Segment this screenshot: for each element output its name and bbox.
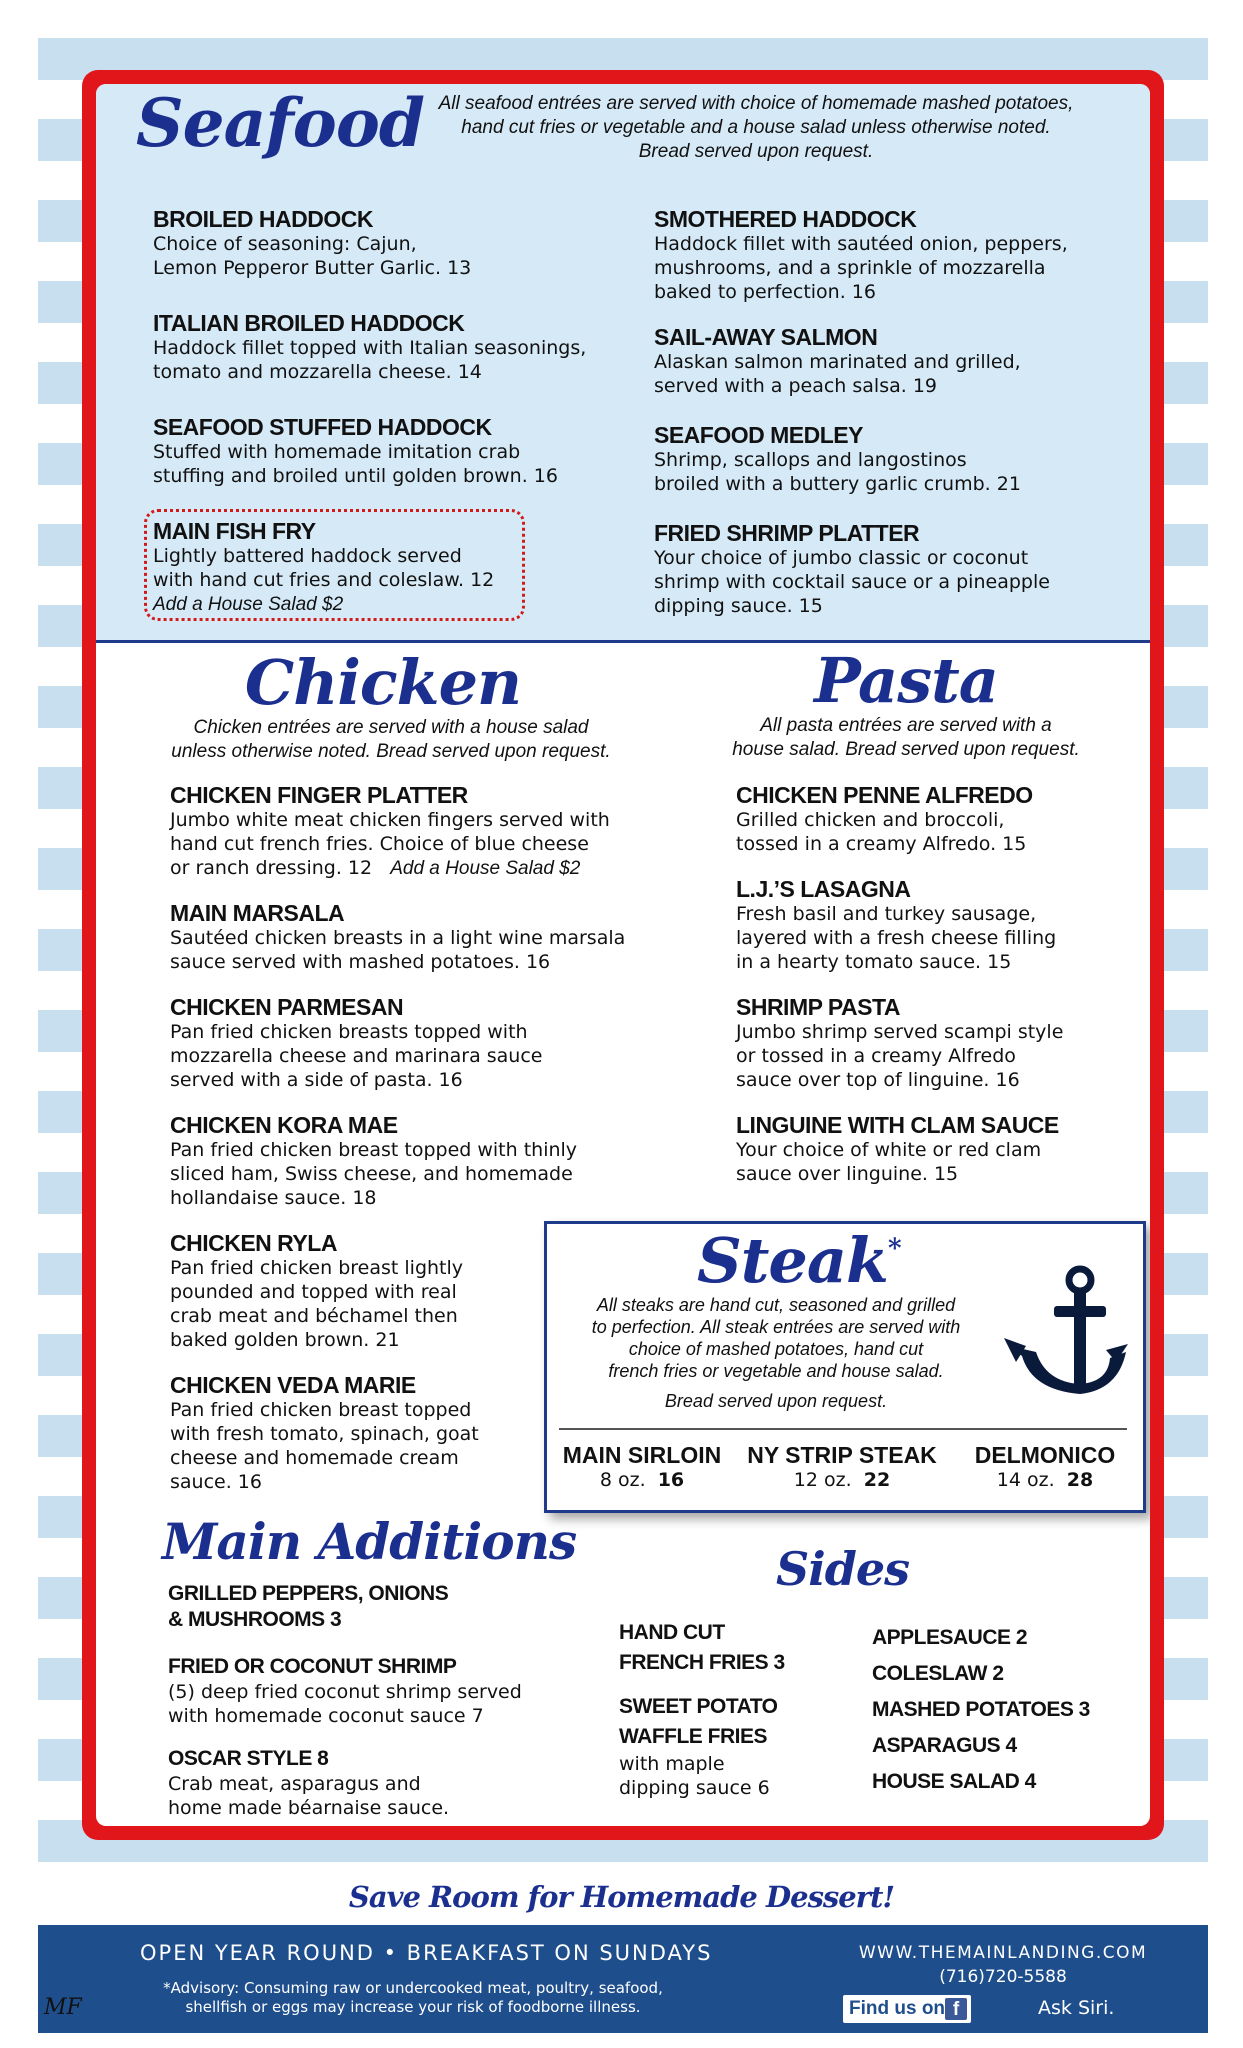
menu-item: FRIED SHRIMP PLATTER Your choice of jumbo classic or coconut shrimp with cocktail sauce or a pineapple dipping sauce. 15 [654,520,1050,617]
menu-item: CHICKEN FINGER PLATTER Jumbo white meat chicken fingers served with hand cut french fries. Choice of blue cheese or ranch dressing. 12 Add a House Salad $2 [170,782,610,879]
sides-list [872,1620,1090,1800]
menu-item: CHICKEN RYLA Pan fried chicken breast lightly pounded and topped with real crab meat and béchamel then baked golden brown. 21 [170,1230,464,1351]
seafood-title: Seafood [136,84,425,162]
steak-note: All steaks are hand cut, seasoned and grilled to perfection. All steak entrées are served with choice of mashed potatoes, hand cut french fries or vegetable and house salad. Bread served upon request. [591,1295,961,1411]
menu-item: SEAFOOD STUFFED HADDOCK Stuffed with homemade imitation crab stuffing and broiled until golden brown. 16 [153,414,558,487]
website-link[interactable]: WWW.THEMAINLANDING.COM [858,1943,1148,1963]
menu-item: MAIN FISH FRY Lightly battered haddock served with hand cut fries and coleslaw. 12 Add a House Salad $2 [153,518,495,615]
menu-item: BROILED HADDOCK Choice of seasoning: Cajun, Lemon Pepperor Butter Garlic. 13 [153,206,472,279]
menu-item: FRIED OR COCONUT SHRIMP (5) deep fried coconut shrimp served with homemade coconut sauce 7 [168,1655,522,1727]
facebook-button[interactable]: Find us on f [843,1995,971,2023]
menu-panel [96,84,1150,1826]
steak-title: Steak* [697,1224,901,1297]
designer-mark: MF [44,1995,82,2020]
menu-item: HAND CUT FRENCH FRIES 3 [619,1621,785,1674]
side-item: APPLESAUCE 2 [872,1626,1028,1649]
menu-item: SMOTHERED HADDOCK Haddock fillet with sautéed onion, peppers, mushrooms, and a sprinkle of mozzarella baked to perfection. 16 [654,206,1068,303]
pasta-note: All pasta entrées are served with a house salad. Bread served upon request. [732,715,1080,760]
hours-text: OPEN YEAR ROUND • BREAKFAST ON SUNDAYS [140,1941,713,1965]
menu-item: CHICKEN PENNE ALFREDO Grilled chicken and broccoli, tossed in a creamy Alfredo. 15 [736,782,1033,855]
sides-title: Sides [776,1542,910,1596]
menu-item: GRILLED PEPPERS, ONIONS & MUSHROOMS 3 [168,1582,449,1631]
ask-siri-text: Ask Siri. [1038,1997,1115,2019]
menu-item: SHRIMP PASTA Jumbo shrimp served scampi style or tossed in a creamy Alfredo sauce over top of linguine. 16 [736,994,1064,1091]
menu-item: CHICKEN VEDA MARIE Pan fried chicken breast topped with fresh tomato, spinach, goat cheese and homemade cream sauce. 16 [170,1372,479,1493]
side-item: MASHED POTATOES 3 [872,1698,1090,1721]
phone-number[interactable]: (716)720-5588 [939,1967,1067,1987]
menu-item: L.J.’S LASAGNA Fresh basil and turkey sausage, layered with a fresh cheese filling in a hearty tomato sauce. 15 [736,876,1057,973]
menu-item: CHICKEN PARMESAN Pan fried chicken breasts topped with mozzarella cheese and marinara sauce served with a side of pasta. 16 [170,994,543,1091]
menu-item: SEAFOOD MEDLEY Shrimp, scallops and langostinos broiled with a buttery garlic crumb. 21 [654,422,1021,495]
menu-item: SAIL-AWAY SALMON Alaskan salmon marinated and grilled, served with a peach salsa. 19 [654,324,1021,397]
seafood-note: All seafood entrées are served with choice of homemade mashed potatoes, hand cut fries or vegetable and a house salad unless otherwise noted. Bread served upon request. [438,93,1074,162]
steak-cut: NY STRIP STEAK 12 oz. 22 [747,1442,937,1491]
side-item: COLESLAW 2 [872,1662,1004,1685]
steak-cut: MAIN SIRLOIN 8 oz. 16 [562,1442,722,1491]
additions-title: Main Additions [162,1512,577,1571]
pasta-title: Pasta [814,644,998,717]
menu-item: MAIN MARSALA Sautéed chicken breasts in a light wine marsala sauce served with mashed potatoes. 16 [170,900,626,973]
menu-item: SWEET POTATO WAFFLE FRIES with maple dipping sauce 6 [619,1695,778,1799]
steak-cut: DELMONICO 14 oz. 28 [974,1442,1116,1491]
facebook-icon: f [945,1998,967,2020]
steak-box [544,1221,1146,1513]
side-item: ASPARAGUS 4 [872,1734,1017,1757]
side-item: HOUSE SALAD 4 [872,1770,1036,1793]
menu-item: OSCAR STYLE 8 Crab meat, asparagus and home made béarnaise sauce. [168,1747,450,1819]
dessert-tagline: Save Room for Homemade Dessert! [348,1880,895,1914]
divider [559,1428,1127,1430]
footer-bar [38,1925,1208,2033]
advisory-text: *Advisory: Consuming raw or undercooked meat, poultry, seafood, shellfish or eggs may increase your risk of foodborne illness. [163,1979,663,2016]
chicken-note: Chicken entrées are served with a house salad unless otherwise noted. Bread served upon request. [171,717,611,762]
chicken-title: Chicken [244,646,522,719]
menu-item: LINGUINE WITH CLAM SAUCE Your choice of white or red clam sauce over linguine. 15 [736,1112,1059,1185]
menu-item: ITALIAN BROILED HADDOCK Haddock fillet topped with Italian seasonings, tomato and mozzarella cheese. 14 [153,310,587,383]
anchor-icon [1002,1264,1130,1404]
menu-item: CHICKEN KORA MAE Pan fried chicken breast topped with thinly sliced ham, Swiss cheese, and homemade hollandaise sauce. 18 [170,1112,578,1209]
